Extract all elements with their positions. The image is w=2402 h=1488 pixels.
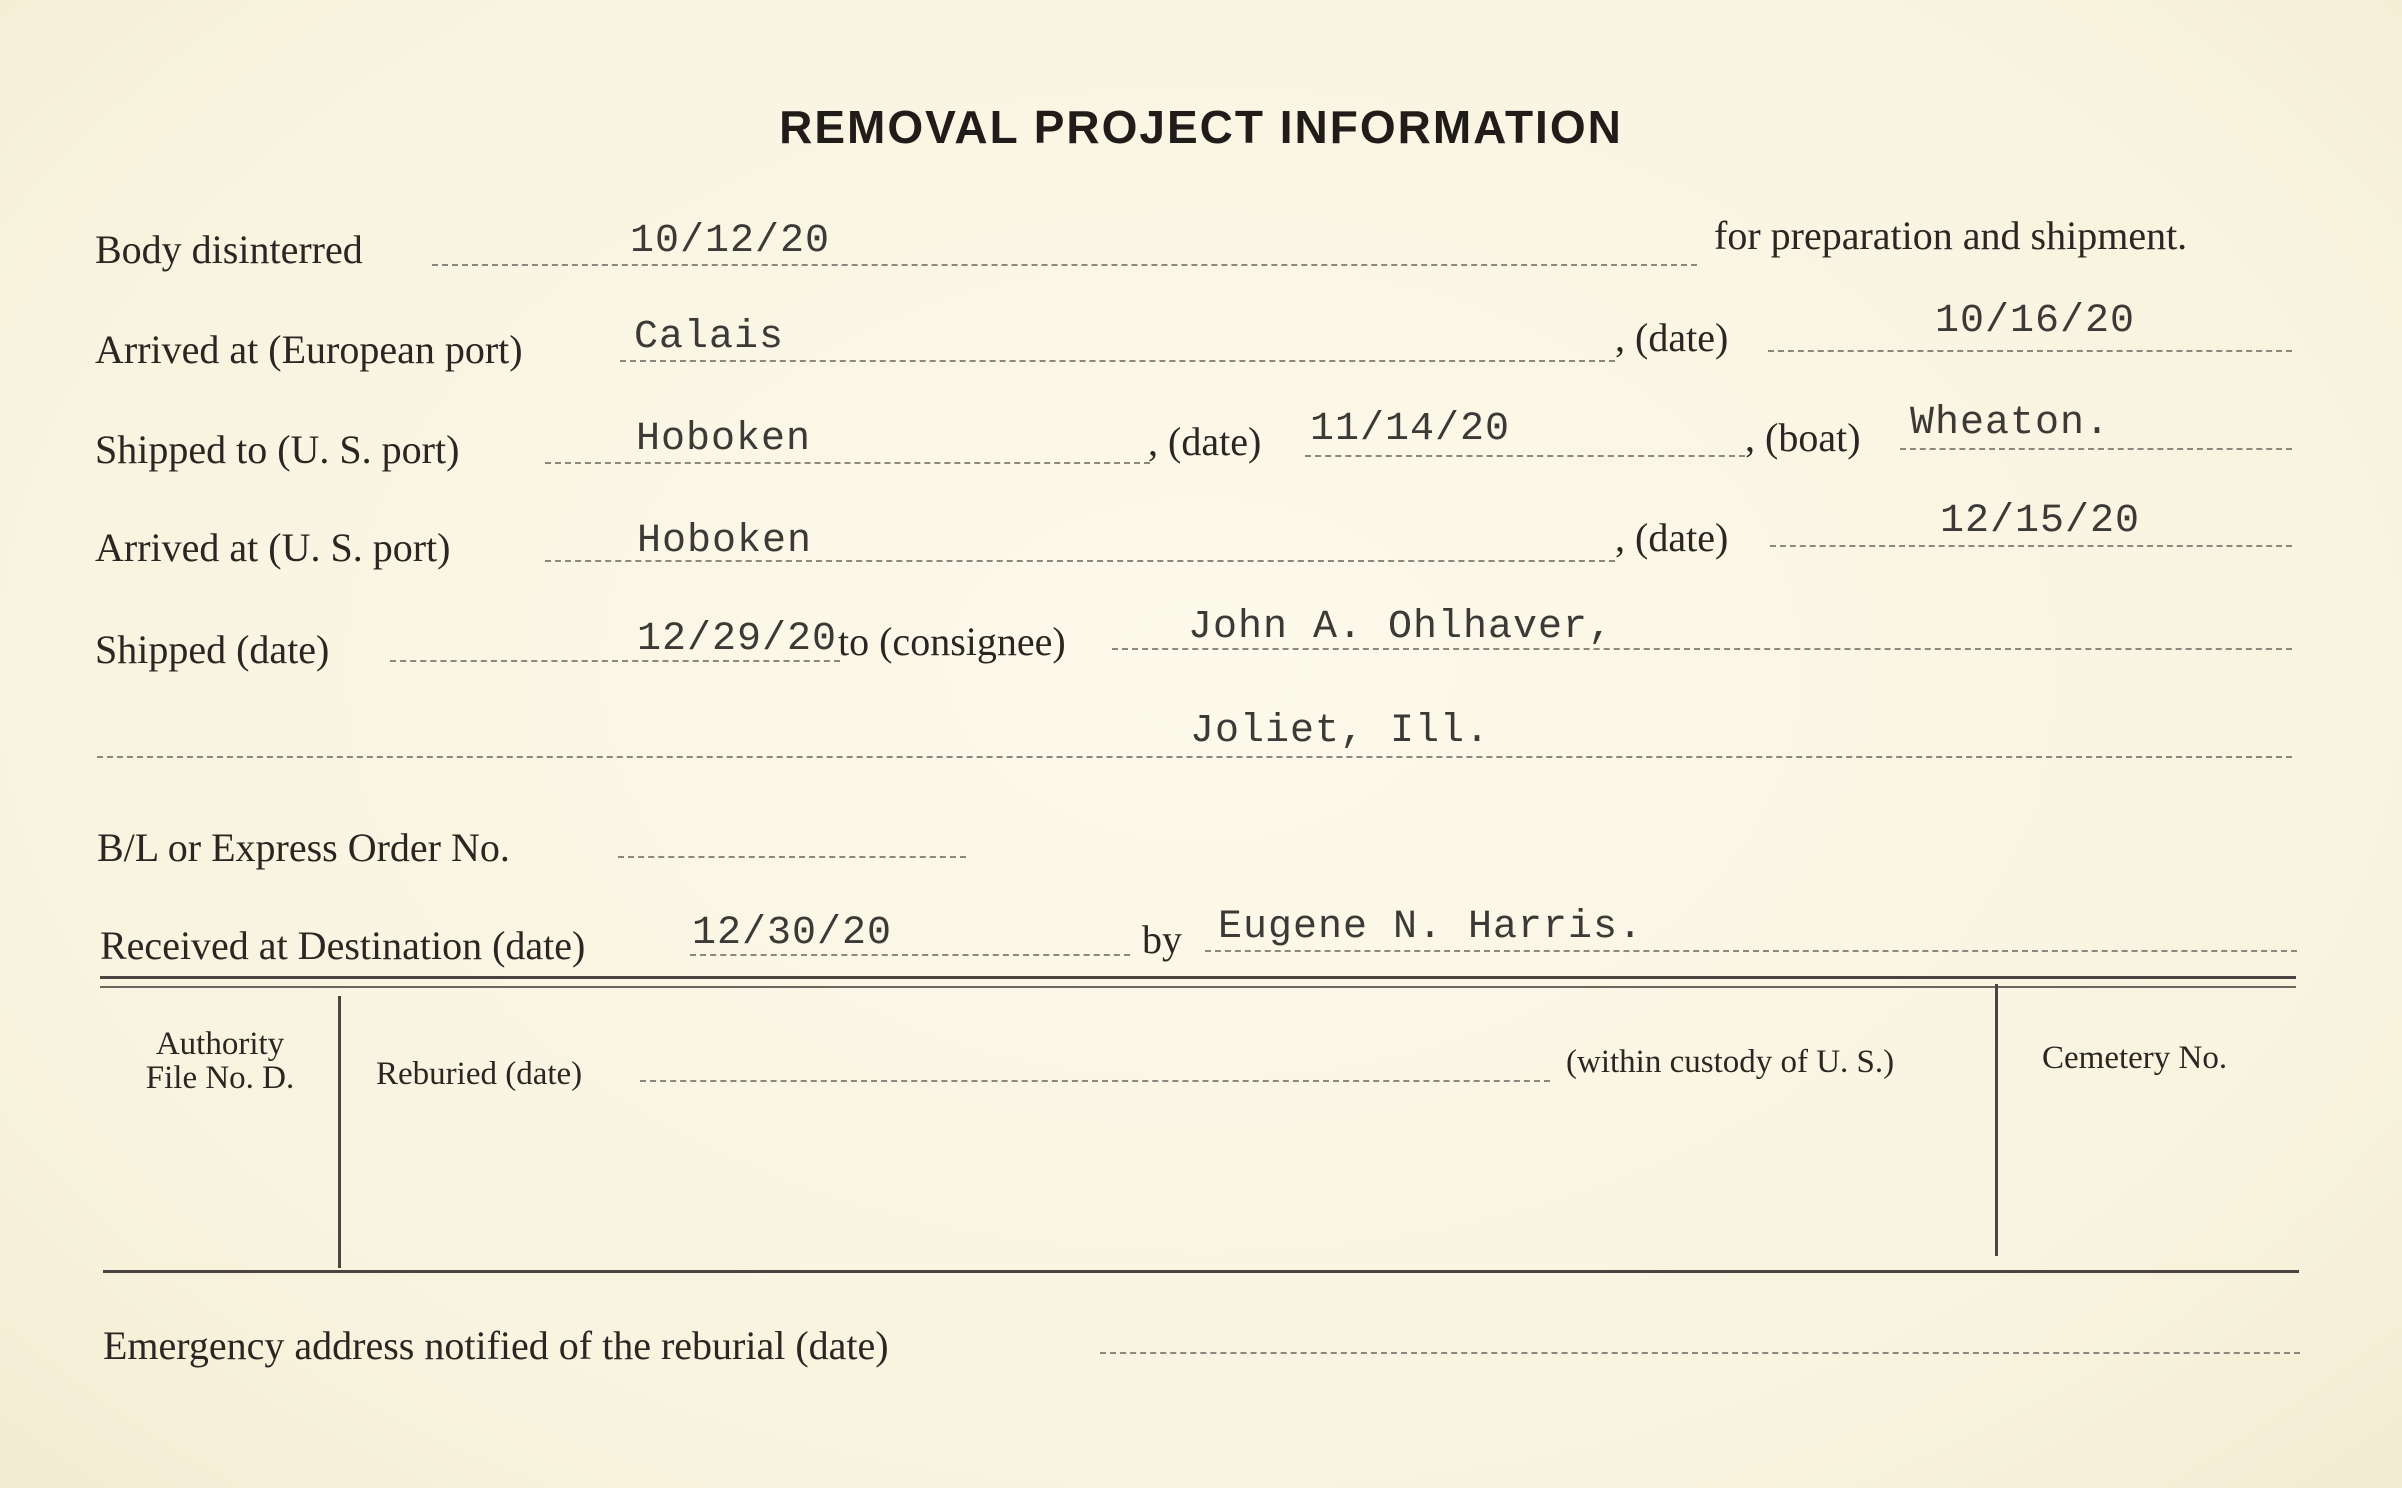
emergency-label: Emergency address notified of the reburial (date) <box>103 1323 889 1368</box>
bl-order-label: B/L or Express Order No. <box>97 825 510 870</box>
arrived-european-date-value: 10/16/20 <box>1935 299 2136 344</box>
shipped-us-date-label: , (date) <box>1148 419 1262 464</box>
custody-label: (within custody of U. S.) <box>1566 1044 1895 1080</box>
arrived-us-port-value: Hoboken <box>637 519 813 564</box>
shipped-us-port-value: Hoboken <box>636 417 812 462</box>
body-disinterred-line <box>432 264 1697 266</box>
shipped-date-value: 12/29/20 <box>637 617 838 662</box>
shipped-us-label: Shipped to (U. S. port) <box>95 427 460 472</box>
body-disinterred-label: Body disinterred <box>95 227 363 272</box>
table-top-rule-inner <box>100 986 2296 988</box>
emergency-line <box>1100 1352 2300 1354</box>
table-bottom-rule <box>103 1270 2299 1273</box>
arrived-us-date-value: 12/15/20 <box>1940 499 2141 544</box>
table-divider-2 <box>1995 984 1998 1256</box>
consignee-line-2 <box>97 756 2292 758</box>
arrived-us-label: Arrived at (U. S. port) <box>95 525 451 570</box>
received-by-line <box>1205 950 2297 952</box>
received-label: Received at Destination (date) <box>100 923 586 968</box>
reburied-line <box>640 1080 1550 1082</box>
shipped-us-date-value: 11/14/20 <box>1310 407 1511 452</box>
table-divider-1 <box>338 996 341 1268</box>
arrived-european-date-label: , (date) <box>1615 315 1729 360</box>
arrived-european-line <box>620 360 1615 362</box>
shipped-us-date-line <box>1305 455 1745 457</box>
body-disinterred-value: 10/12/20 <box>630 219 831 264</box>
shipped-us-boat-value: Wheaton. <box>1910 401 2111 446</box>
shipped-us-boat-label: , (boat) <box>1745 415 1861 460</box>
card-title: REMOVAL PROJECT INFORMATION <box>779 101 1623 153</box>
shipped-date-label: Shipped (date) <box>95 627 330 672</box>
authority-label-1: Authority <box>155 1026 285 1062</box>
received-date-value: 12/30/20 <box>692 911 893 956</box>
arrived-european-date-line <box>1768 350 2292 352</box>
consignee-label: to (consignee) <box>838 619 1066 664</box>
arrived-us-date-label: , (date) <box>1615 515 1729 560</box>
consignee-address-value: Joliet, Ill. <box>1190 709 1491 754</box>
shipped-us-line <box>545 462 1150 464</box>
reburied-label: Reburied (date) <box>376 1056 583 1092</box>
arrived-us-date-line <box>1770 545 2292 547</box>
arrived-european-label: Arrived at (European port) <box>95 327 523 372</box>
shipped-us-boat-line <box>1900 448 2292 450</box>
consignee-name-value: John A. Ohlhaver, <box>1188 605 1614 650</box>
bl-order-line <box>618 856 966 858</box>
cemetery-label: Cemetery No. <box>2042 1040 2228 1076</box>
received-by-value: Eugene N. Harris. <box>1218 905 1644 950</box>
table-top-rule <box>100 976 2296 979</box>
received-by-label: by <box>1142 917 1182 962</box>
body-disinterred-suffix: for preparation and shipment. <box>1714 213 2188 258</box>
authority-label-2: File No. D. <box>145 1060 295 1096</box>
arrived-european-port-value: Calais <box>634 315 785 360</box>
